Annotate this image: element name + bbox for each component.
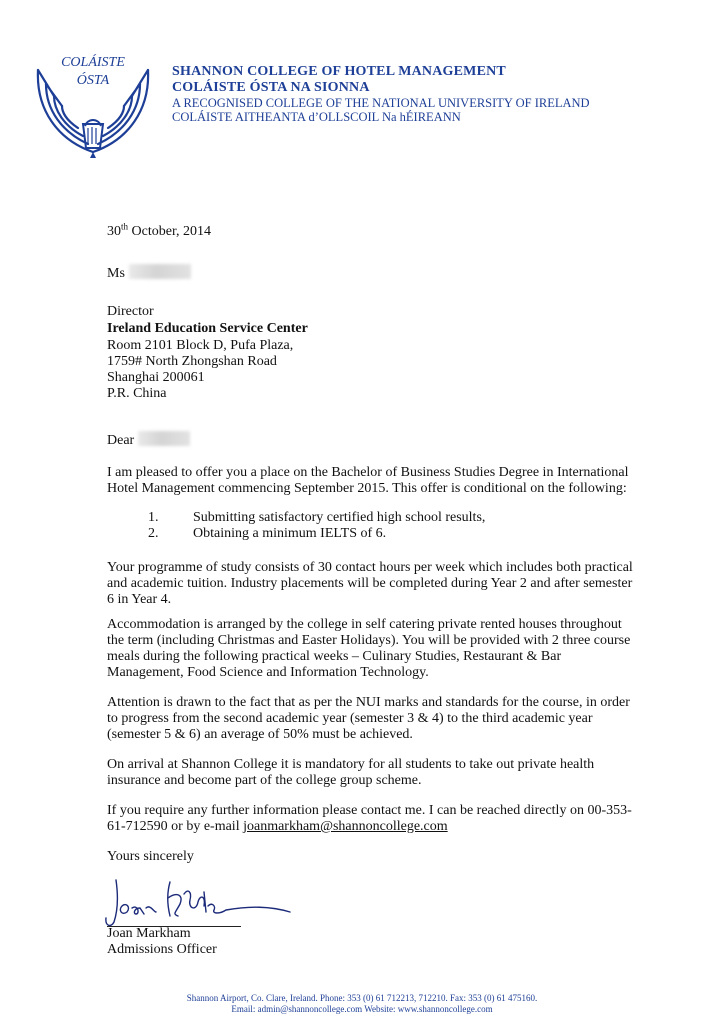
logo-text-bottom: ÓSTA <box>76 73 110 88</box>
condition-text: Submitting satisfactory certified high school results, <box>193 510 486 525</box>
recipient-organisation: Ireland Education Service Center <box>107 321 308 336</box>
paragraph-line: Attention is drawn to the fact that as per the NUI marks and standards for the course, in order <box>107 695 630 710</box>
logo-text-top: COLÁISTE <box>61 55 125 70</box>
recipient-role: Director <box>107 304 154 319</box>
paragraph-line: insurance and become part of the college group scheme. <box>107 773 422 788</box>
paragraph-line: to progress from the second academic year (semester 3 & 4) to the third academic year <box>107 711 593 726</box>
paragraph-line: 61-712590 or by e-mail joanmarkham@shannoncollege.com <box>107 819 448 834</box>
footer-address: Shannon Airport, Co. Clare, Ireland. Phone: 353 (0) 61 712213, 712210. Fax: 353 (0) 61 475160. <box>186 993 538 1003</box>
paragraph-line: I am pleased to offer you a place on the Bachelor of Business Studies Degree in International <box>107 465 629 480</box>
address-line: Room 2101 Block D, Pufa Plaza, <box>107 338 294 353</box>
address-line: 1759# North Zhongshan Road <box>107 354 277 369</box>
redacted-name <box>129 264 191 279</box>
paragraph-line: and academic tuition. Industry placements will be completed during Year 2 and after semester <box>107 576 633 591</box>
condition-text: Obtaining a minimum IELTS of 6. <box>193 526 387 541</box>
closing: Yours sincerely <box>107 849 194 864</box>
paragraph-line: 6 in Year 4. <box>107 592 172 607</box>
paragraph-line: If you require any further information please contact me. I can be reached directly on 00-353- <box>107 803 632 818</box>
institution-name-en: SHANNON COLLEGE OF HOTEL MANAGEMENT <box>172 64 506 79</box>
college-crest-logo <box>28 40 158 164</box>
recognised-line-ga: COLÁISTE AITHEANTA d’OLLSCOIL Na hÉIREANN <box>172 110 461 124</box>
condition-number: 1. <box>148 510 159 525</box>
contact-email-link[interactable]: joanmarkham@shannoncollege.com <box>243 819 448 834</box>
institution-name-ga: COLÁISTE ÓSTA NA SIONNA <box>172 80 370 95</box>
redacted-name <box>138 431 190 446</box>
paragraph-line: On arrival at Shannon College it is mandatory for all students to take out private health <box>107 757 595 772</box>
paragraph-line: (semester 5 & 6) an average of 50% must be achieved. <box>107 727 413 742</box>
paragraph-line: meals during the following practical weeks – Culinary Studies, Restaurant & Bar <box>107 649 562 664</box>
paragraph-line: Hotel Management commencing September 2015. This offer is conditional on the following: <box>107 481 627 496</box>
address-line: Shanghai 200061 <box>107 370 205 385</box>
handwritten-signature <box>100 872 300 934</box>
letter-date: 30th October, 2014 <box>107 221 212 239</box>
address-line: P.R. China <box>107 386 167 401</box>
recipient-salutation: Ms <box>107 264 191 282</box>
paragraph-line: Accommodation is arranged by the college in self catering private rented houses throughout <box>107 617 622 632</box>
footer-contact: Email: admin@shannoncollege.com Website: www.shannoncollege.com <box>231 1004 493 1014</box>
signatory-name: Joan Markham <box>107 926 191 941</box>
paragraph-line: the term (including Christmas and Easter Holidays). You will be provided with 2 three course <box>107 633 631 648</box>
letterhead-institution <box>172 64 590 124</box>
paragraph-line: Your programme of study consists of 30 contact hours per week which includes both practical <box>107 560 633 575</box>
paragraph-line: Management, Food Science and Information Technology. <box>107 665 429 680</box>
condition-number: 2. <box>148 526 159 541</box>
signatory-title: Admissions Officer <box>107 942 217 957</box>
greeting: Dear <box>107 431 190 449</box>
recognised-line-en: A RECOGNISED COLLEGE OF THE NATIONAL UNIVERSITY OF IRELAND <box>172 96 590 110</box>
